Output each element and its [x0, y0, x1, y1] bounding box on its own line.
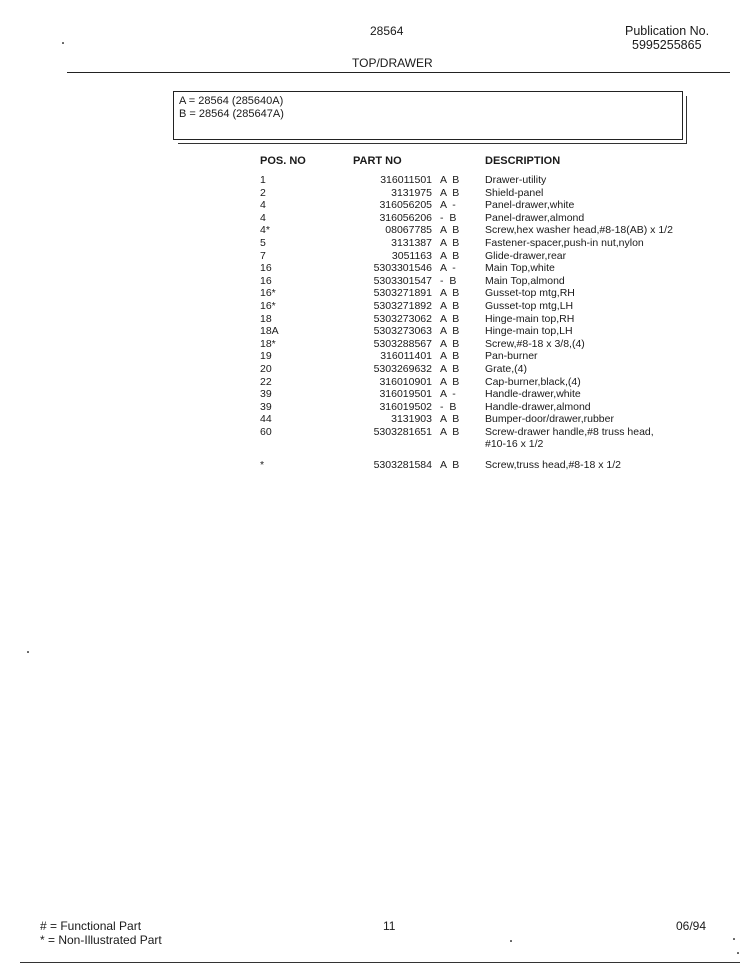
part-number: 5303281584 [373, 458, 432, 471]
part-number: 3131387 [391, 236, 432, 249]
part-description [485, 212, 584, 225]
column-header-part: PART NO [353, 155, 402, 167]
model-applicability: A B [440, 249, 460, 262]
part-description [485, 237, 644, 250]
part-number: 5303273063 [373, 325, 432, 338]
part-number: 316011401 [380, 350, 432, 363]
description-line: Cap-burner,black,(4) [485, 375, 581, 388]
pos-number: 16* [260, 287, 276, 300]
pos-number: 4 [260, 211, 266, 224]
legend-line-b: B = 28564 (285647A) [179, 108, 284, 120]
publication-number: 5995255865 [632, 38, 702, 52]
description-line: Screw,#8-18 x 3/8,(4) [485, 337, 585, 350]
table-row [0, 426, 750, 451]
description-line: Main Top,white [485, 262, 555, 275]
pos-number: 18A [260, 325, 279, 338]
model-applicability: A B [440, 362, 460, 375]
description-line: Panel-drawer,white [485, 199, 575, 212]
part-description [485, 287, 575, 300]
model-applicability: A B [440, 174, 460, 186]
part-number: 5303281651 [373, 425, 432, 438]
model-applicability: A B [440, 413, 460, 426]
model-applicability: A B [440, 458, 460, 471]
description-line: Screw,truss head,#8-18 x 1/2 [485, 458, 621, 471]
part-number: 08067785 [385, 224, 432, 237]
part-number: 5303269632 [373, 362, 432, 375]
table-row [0, 363, 750, 376]
model-applicability: A B [440, 425, 460, 438]
pos-number: 39 [260, 388, 272, 401]
description-line: Bumper-door/drawer,rubber [485, 413, 614, 426]
pos-number: 39 [260, 400, 272, 413]
legend-line-a: A = 28564 (285640A) [179, 95, 284, 107]
description-line: Grate,(4) [485, 362, 528, 375]
scan-speck [737, 952, 739, 954]
description-line: Gusset-top mtg,RH [485, 287, 575, 300]
model-applicability: A B [440, 287, 460, 300]
description-line: Gusset-top mtg,LH [485, 299, 574, 312]
model-applicability: - B [440, 211, 457, 224]
pos-number: 16* [260, 299, 276, 312]
pos-number: 60 [260, 425, 272, 438]
model-applicability: - B [440, 400, 457, 413]
publication-date: 06/94 [676, 919, 707, 933]
table-row [0, 401, 750, 414]
table-row [0, 376, 750, 389]
non-illustrated-part-note: * = Non-Illustrated Part [40, 933, 162, 947]
table-row [0, 187, 750, 200]
pos-number: 16 [260, 262, 272, 275]
part-number: 5303271891 [373, 287, 432, 300]
model-applicability: A B [440, 236, 460, 249]
part-description [485, 262, 555, 275]
model-applicability: A B [440, 312, 460, 325]
part-number: 5303301546 [373, 262, 432, 275]
model-legend-box [173, 91, 683, 140]
description-line: Hinge-main top,LH [485, 325, 573, 338]
part-number: 316011501 [380, 174, 432, 186]
part-number: 316019502 [379, 400, 432, 413]
table-row [0, 224, 750, 237]
part-description [485, 401, 591, 414]
part-description [485, 224, 673, 237]
scan-speck [733, 938, 735, 940]
part-description [485, 187, 543, 200]
pos-number: 5 [260, 236, 266, 249]
functional-part-note: # = Functional Part [40, 919, 142, 933]
pos-number: 44 [260, 413, 272, 426]
table-row [0, 262, 750, 275]
table-row [0, 459, 750, 472]
part-number: 316056206 [379, 211, 432, 224]
part-number: 3131975 [391, 186, 432, 199]
description-line: Fastener-spacer,push-in nut,nylon [485, 236, 644, 249]
part-description [485, 275, 565, 288]
table-row [0, 300, 750, 313]
description-line: Shield-panel [485, 186, 544, 199]
publication-label: Publication No. [625, 24, 710, 38]
pos-number: 16 [260, 274, 272, 287]
model-applicability: A - [440, 199, 456, 212]
table-row [0, 413, 750, 426]
section-title: TOP/DRAWER [352, 56, 433, 70]
model-number: 28564 [370, 24, 404, 38]
part-description [485, 459, 621, 472]
description-line: #10-16 x 1/2 [485, 438, 544, 451]
table-row [0, 388, 750, 401]
part-number: 5303288567 [373, 337, 432, 350]
pos-number: 18 [260, 312, 272, 325]
part-description [485, 338, 585, 351]
model-applicability: A B [440, 375, 460, 388]
part-number: 5303273062 [373, 312, 432, 325]
scan-speck [27, 651, 29, 653]
part-number: 316019501 [379, 388, 432, 401]
pos-number: 19 [260, 350, 272, 363]
description-line: Screw,hex washer head,#8-18(AB) x 1/2 [485, 224, 673, 237]
description-line: Glide-drawer,rear [485, 249, 567, 262]
pos-number: 22 [260, 375, 272, 388]
footer-divider [20, 962, 740, 963]
part-description [485, 325, 573, 338]
description-line: Handle-drawer,almond [485, 400, 591, 413]
description-line: Handle-drawer,white [485, 388, 581, 401]
description-line: Screw-drawer handle,#8 truss head, [485, 425, 654, 438]
table-row [0, 350, 750, 363]
description-line: Pan-burner [485, 350, 538, 363]
part-number: 5303301547 [373, 274, 432, 287]
model-applicability: A B [440, 224, 460, 237]
table-row [0, 338, 750, 351]
table-row [0, 174, 750, 187]
model-applicability: A B [440, 337, 460, 350]
page-number: 11 [383, 919, 396, 933]
part-number: 316010901 [379, 375, 432, 388]
description-line: Hinge-main top,RH [485, 312, 575, 325]
pos-number: 20 [260, 362, 272, 375]
pos-number: 1 [260, 174, 266, 186]
table-row [0, 250, 750, 263]
part-description [485, 426, 654, 451]
scan-speck [62, 42, 64, 44]
part-number: 3051163 [391, 249, 432, 262]
model-applicability: A B [440, 186, 460, 199]
pos-number: 18* [260, 337, 276, 350]
description-line: Main Top,almond [485, 274, 565, 287]
pos-number: 2 [260, 186, 266, 199]
part-number: 3131903 [391, 413, 432, 426]
part-description [485, 199, 574, 212]
pos-number: 4 [260, 199, 266, 212]
table-row [0, 287, 750, 300]
pos-number: * [260, 458, 265, 471]
part-description [485, 376, 581, 389]
table-row [0, 275, 750, 288]
description-line: Panel-drawer,almond [485, 211, 585, 224]
model-applicability: A - [440, 388, 456, 401]
part-description [485, 388, 581, 401]
table-row [0, 325, 750, 338]
scan-speck [510, 940, 512, 942]
column-header-pos: POS. NO [260, 155, 306, 167]
model-applicability: A B [440, 299, 460, 312]
model-applicability: A - [440, 262, 456, 275]
table-row [0, 199, 750, 212]
header-divider [67, 72, 730, 73]
pos-number: 4* [260, 224, 270, 237]
part-number: 5303271892 [373, 299, 432, 312]
model-applicability: A B [440, 325, 460, 338]
model-applicability: A B [440, 350, 460, 363]
table-row [0, 212, 750, 225]
table-row [0, 313, 750, 326]
part-description [485, 250, 566, 263]
part-description [485, 174, 546, 187]
model-applicability: - B [440, 274, 457, 287]
part-description [485, 313, 574, 326]
column-header-description: DESCRIPTION [485, 155, 561, 167]
table-row [0, 237, 750, 250]
part-description [485, 350, 538, 363]
description-line: Drawer-utility [485, 174, 547, 186]
part-number: 316056205 [379, 199, 432, 212]
pos-number: 7 [260, 249, 266, 262]
part-description [485, 413, 614, 426]
part-description [485, 363, 527, 376]
row-spacer [0, 451, 750, 459]
part-description [485, 300, 573, 313]
parts-list [0, 174, 750, 471]
